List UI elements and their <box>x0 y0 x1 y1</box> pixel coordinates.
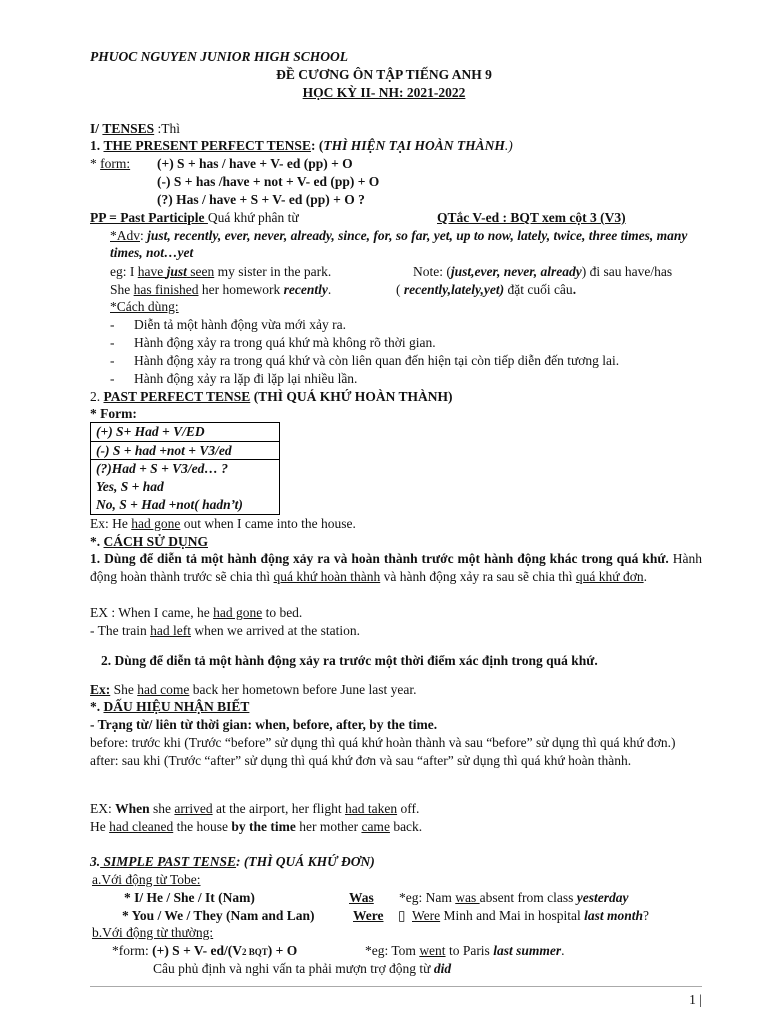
example-2 <box>110 281 331 298</box>
tobe-subject-1: * I/ He / She / It (Nam) <box>124 890 255 905</box>
usage1-u2: quá khứ đơn <box>575 569 644 584</box>
note2-b: đặt cuối câu <box>504 282 573 297</box>
usage1-b: và hành động xảy ra sau sẽ chia thì <box>380 569 576 584</box>
ex4-label: Ex: <box>90 682 111 697</box>
document-title: ĐỀ CƯƠNG ÔN TẬP TIẾNG ANH 9 <box>276 67 492 82</box>
usage-heading <box>90 533 208 550</box>
ex6-bold: by the time <box>231 819 296 834</box>
adv-list: just, recently, ever, never, already, since, for, so far, yet, up to now, lately, twice, three times, many times, not…yet <box>110 228 688 260</box>
ex5-d: off. <box>397 801 420 816</box>
adv-label: *Adv <box>110 228 140 243</box>
ex2-c: . <box>327 282 332 297</box>
ex5-u1: arrived <box>174 801 213 816</box>
ex-verb: had gone <box>131 516 181 531</box>
note1-words: just,ever, never, already <box>450 264 582 279</box>
ex6-u2: came <box>361 819 390 834</box>
note2-words: recently,lately,yet) <box>403 282 505 297</box>
ex4-a: She <box>110 682 138 697</box>
term-title: HỌC KỲ II- NH: 2021-2022 <box>302 85 466 100</box>
example-3 <box>90 622 360 639</box>
table-row <box>91 423 280 442</box>
regular-verb-label: b.Với động từ thường: <box>92 925 214 940</box>
usage-title: *Cách dùng: <box>110 299 179 314</box>
ex-b: out when I came into the house. <box>180 516 356 531</box>
signs-explanation: before: trước khi (Trước “before” sử dụng thì quá khứ hoàn thành và sau “before” sử dụng thì quá khứ đơn.) after: sau khi (Trước “after” sử dụng thì quá khứ đơn và sau “after” sử dụng thì quá khứ hoàn thành. <box>90 735 676 768</box>
ex5-c: at the airport, her flight <box>212 801 345 816</box>
usage-text: Hành động xảy ra lặp đi lặp lại nhiều lần. <box>134 371 358 386</box>
usage-title: CÁCH SỬ DỤNG <box>103 534 208 549</box>
eg-b: to Paris <box>445 943 494 958</box>
footer-divider <box>90 986 702 987</box>
example-2 <box>90 604 302 621</box>
present-perfect-heading <box>90 137 513 154</box>
example-4 <box>90 681 417 698</box>
simple-past-example <box>365 942 564 959</box>
form-b: (+) S + V- ed/(V <box>152 943 243 958</box>
past-perfect-heading <box>90 388 452 405</box>
form-a: *form: <box>112 943 153 958</box>
ex3-b: when we arrived at the station. <box>190 623 361 638</box>
ex6-d: back. <box>389 819 423 834</box>
heading-title: THE PRESENT PERFECT TENSE <box>103 138 311 153</box>
ex2-b: her homework <box>198 282 284 297</box>
signs-line: - Trạng từ/ liên từ thời gian: when, before, after, by the time. <box>90 717 438 732</box>
table-line: (?)Had + S + V3/ed… ? <box>96 461 229 476</box>
usage-star: *. <box>90 534 104 549</box>
usage1-u1: quá khứ hoàn thành <box>273 569 381 584</box>
form-label: * Form: <box>90 406 137 421</box>
note1-a: Note: ( <box>413 264 451 279</box>
heading-open: : ( <box>310 138 324 153</box>
usage-text: Hành động xảy ra trong quá khứ mà không rõ thời gian. <box>134 335 436 350</box>
note-a: Câu phủ định và nghi vấn ta phải mượn trợ động từ <box>153 961 434 976</box>
eg-adv: last summer <box>493 943 562 958</box>
form-star: * <box>90 156 101 171</box>
tobe-subject-2: * You / We / They (Nam and Lan) <box>122 908 315 923</box>
usage1-a: Hành động hoàn thành trước sẽ chia thì <box>90 551 703 584</box>
ex1-b: my sister in the park. <box>214 264 332 279</box>
ex2-adv: recently <box>283 282 328 297</box>
pp-label: PP = Past Participle <box>90 210 208 225</box>
eg-verb: was <box>455 890 480 905</box>
eg-verb: went <box>419 943 446 958</box>
usage-text: Diễn tả một hành động vừa mới xảy ra. <box>134 317 347 332</box>
note1-b: ) đi sau have/has <box>581 264 673 279</box>
page-number: 1 | <box>689 992 702 1007</box>
eg-adv: last month <box>584 908 644 923</box>
ex1-have: have <box>137 264 167 279</box>
school-name: PHUOC NGUYEN JUNIOR HIGH SCHOOL <box>90 49 349 64</box>
simple-past-note <box>153 960 451 977</box>
form-label: form: <box>100 156 131 171</box>
table-line: No, S + Had +not( hadn’t) <box>96 497 243 512</box>
example-6 <box>90 818 422 835</box>
table-cell <box>91 460 280 515</box>
heading-title: SIMPLE PAST TENSE <box>100 854 237 869</box>
table-row <box>91 441 280 460</box>
tobe-verb-were: Were <box>353 908 384 923</box>
form-c: ) + O <box>267 943 298 958</box>
adverbs-line <box>110 227 702 261</box>
eg-c: . <box>561 943 565 958</box>
section-heading <box>90 120 180 137</box>
form-table <box>90 422 280 515</box>
bullet: - <box>110 371 115 386</box>
eg-a: *eg: Nam <box>399 890 456 905</box>
ex2-b: to bed. <box>262 605 303 620</box>
eg-verb: Were <box>412 908 441 923</box>
ex1-just: just <box>166 264 187 279</box>
ex6-u1: had cleaned <box>109 819 174 834</box>
usage-2: 2. Dùng để diễn tả một hành động xảy ra trước một thời điểm xác định trong quá khứ. <box>101 653 598 668</box>
tobe-label: a.Với động từ Tobe: <box>92 872 201 887</box>
arrow-icon: ▯ <box>398 908 406 923</box>
usage-item <box>110 334 115 351</box>
ex4-verb: had come <box>137 682 190 697</box>
bullet: - <box>110 317 115 332</box>
eg-b: Minh and Mai in hospital <box>440 908 585 923</box>
ex2-a: She <box>110 282 134 297</box>
ex2-a: EX : When I came, he <box>90 605 214 620</box>
table-line: Yes, S + had <box>96 479 164 494</box>
heading-vn: : (THÌ QUÁ KHỨ ĐƠN) <box>236 854 375 869</box>
simple-past-heading <box>90 853 375 870</box>
bullet: - <box>110 353 115 368</box>
table-row <box>91 460 280 515</box>
form-negative: (-) S + has /have + not + V- ed (pp) + O <box>157 174 380 189</box>
ex2-verb: had gone <box>213 605 263 620</box>
ex3-verb: had left <box>150 623 191 638</box>
ex1-a: eg: I <box>110 264 138 279</box>
usage1-bold: 1. Dùng để diễn tả một hành động xảy ra và hoàn thành trước một hành động khác trong quá khứ. <box>90 551 669 566</box>
heading-number: 2. <box>90 389 104 404</box>
example-1 <box>110 263 331 280</box>
eg-c: ? <box>643 908 650 923</box>
eg-a: *eg: Tom <box>365 943 420 958</box>
ex6-b: the house <box>173 819 232 834</box>
ex5-a: EX: <box>90 801 116 816</box>
tobe-verb-was: Was <box>349 890 374 905</box>
signs-star: *. <box>90 699 104 714</box>
note-2 <box>396 281 576 298</box>
example-5 <box>90 800 419 817</box>
heading-vn: THÌ HIỆN TẠI HOÀN THÀNH <box>323 138 505 153</box>
simple-past-form <box>112 942 297 961</box>
ex4-b: back her hometown before June last year. <box>189 682 417 697</box>
heading-number: 1. <box>90 138 101 153</box>
pp-line <box>90 209 299 226</box>
adv-colon: : <box>140 228 148 243</box>
example-line <box>90 515 356 532</box>
ex6-c: her mother <box>295 819 362 834</box>
ex1-seen: seen <box>186 264 215 279</box>
form-label-line <box>90 155 130 172</box>
eg-adv: yesterday <box>576 890 629 905</box>
ex5-u2: had taken <box>344 801 398 816</box>
ved-rule: QTắc V-ed : BQT xem cột 3 (V3) <box>437 210 626 225</box>
note-did: did <box>433 961 452 976</box>
usage-1 <box>90 550 702 586</box>
bullet: - <box>110 335 115 350</box>
usage-item <box>110 316 115 333</box>
tobe-example-2 <box>412 907 649 924</box>
heading-close: .) <box>504 138 513 153</box>
pp-vn: Quá khứ phân từ <box>207 210 299 225</box>
signs-heading <box>90 698 249 715</box>
usage1-c: . <box>643 569 647 584</box>
tobe-example-1 <box>399 889 628 906</box>
usage-text: Hành động xảy ra trong quá khứ và còn liên quan đến hiện tại còn tiếp diễn đến tương lai. <box>134 353 620 368</box>
form-question: (?) Has / have + S + V- ed (pp) + O ? <box>157 192 365 207</box>
ex2-verb: has finished <box>133 282 199 297</box>
usage-item <box>110 352 115 369</box>
eg-b: absent from class <box>479 890 577 905</box>
ex6-a: He <box>90 819 110 834</box>
form-sub: 2 BQT <box>242 947 268 957</box>
ex3-a: - The train <box>90 623 151 638</box>
heading-title: PAST PERFECT TENSE <box>103 389 251 404</box>
form-positive: (+) S + has / have + V- ed (pp) + O <box>157 156 353 171</box>
section-title: TENSES <box>102 121 155 136</box>
note2-c: . <box>572 282 577 297</box>
section-suffix: :Thì <box>154 121 181 136</box>
table-cell: (-) S + had +not + V3/ed <box>91 441 280 460</box>
note-1 <box>413 263 672 280</box>
ex5-b: she <box>149 801 175 816</box>
heading-vn: (THÌ QUÁ KHỨ HOÀN THÀNH) <box>250 389 453 404</box>
table-cell: (+) S+ Had + V/ED <box>91 423 280 442</box>
section-number: I/ <box>90 121 100 136</box>
usage-item <box>110 370 115 387</box>
note2-a: ( <box>396 282 404 297</box>
signs-title: DẤU HIỆU NHẬN BIẾT <box>103 699 250 714</box>
heading-number: 3. <box>90 854 101 869</box>
ex5-when: When <box>115 801 150 816</box>
ex-a: Ex: He <box>90 516 132 531</box>
